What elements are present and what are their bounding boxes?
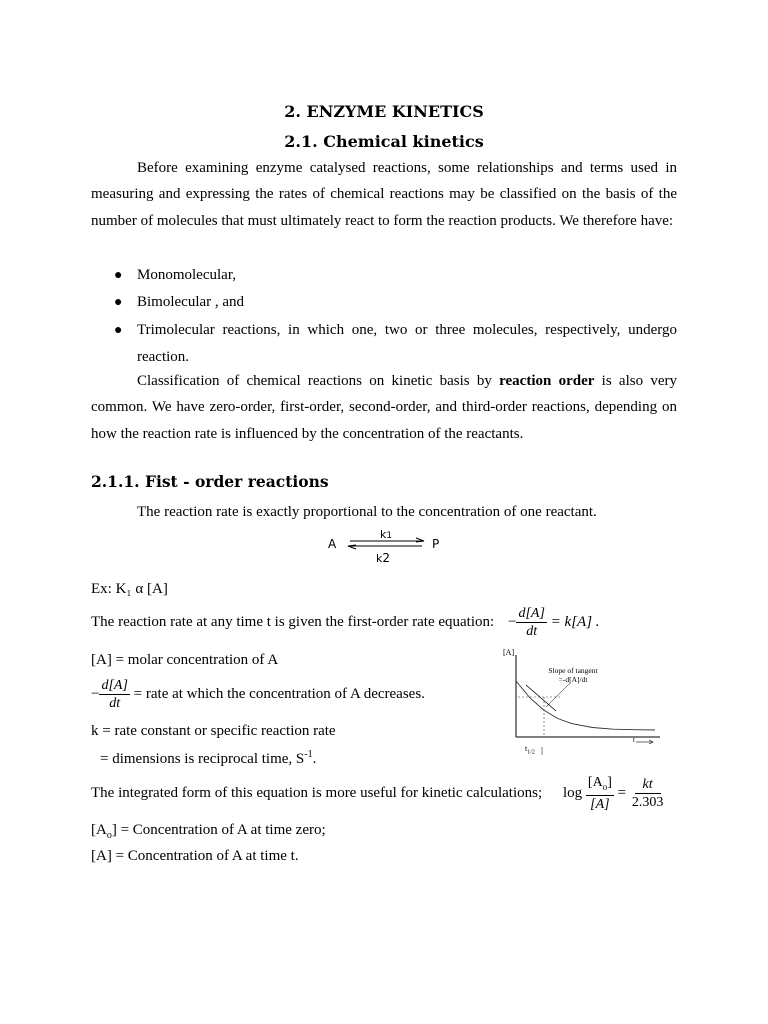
log-denominator: [A] xyxy=(590,797,610,813)
dimensions-text: = dimensions is reciprocal time, S xyxy=(100,751,305,767)
graph-x-label: t xyxy=(633,736,635,744)
rate-equation xyxy=(508,602,600,642)
fraction-denominator: dt xyxy=(526,624,538,640)
rate-description: = rate at which the concentration of A decreases. xyxy=(133,686,425,702)
intro-paragraph xyxy=(91,155,677,234)
classification-paragraph xyxy=(91,368,677,447)
a0-symbol: [A xyxy=(91,822,107,838)
kt-numerator: kt xyxy=(635,776,661,794)
chapter-title: 2. ENZYME KINETICS xyxy=(284,102,484,121)
k-forward-label: k1 xyxy=(380,528,393,541)
bullet-dot-icon: ● xyxy=(114,323,123,338)
half-life-sub: 1/2 xyxy=(527,749,535,756)
bullet-1-text: Monomolecular, xyxy=(137,267,236,283)
minus-sign: − xyxy=(508,614,517,630)
decay-curve xyxy=(516,681,655,730)
minus-sign: − xyxy=(91,686,100,702)
equals-sign: = xyxy=(617,785,627,801)
log-fraction xyxy=(586,774,614,814)
intro-text: Before examining enzyme catalysed reactions, some relationships and terms used in measuring and expressing the rates of chemical reactions may be classified on the basis of the number of molecules that must ultimately react to form the reaction products. We therefore have: xyxy=(91,160,677,229)
log-label: log xyxy=(563,785,583,801)
derivative-fraction xyxy=(99,677,129,712)
tangent-label-2: =-d[A]/dt xyxy=(558,675,588,684)
integrated-text: The integrated form of this equation is more useful for kinetic calculations; xyxy=(91,785,543,801)
derivative-fraction xyxy=(516,605,546,640)
rate-equation-text: The reaction rate at any time t is given the first-order rate equation: xyxy=(91,614,495,630)
concentration-decay-graph xyxy=(500,645,670,757)
fraction-numerator: d[A] xyxy=(518,606,545,622)
def-dimensions xyxy=(100,742,316,772)
tangent-pointer xyxy=(546,683,570,707)
subsection-intro: The reaction rate is exactly proportional to the concentration of one reactant. xyxy=(137,504,597,520)
dimensions-exponent: -1 xyxy=(304,749,313,760)
kt-fraction xyxy=(630,776,666,811)
half-life-t: t xyxy=(525,744,528,753)
fraction-numerator: d[A] xyxy=(101,678,128,694)
half-life-label xyxy=(525,744,535,756)
log-numerator xyxy=(586,774,614,797)
dimensions-end: . xyxy=(312,751,317,767)
reaction-order-term: reaction order xyxy=(499,373,595,389)
rate-rhs: = k[A] . xyxy=(550,614,600,630)
graph-y-label: [A] xyxy=(503,648,515,657)
def-concentration: [A] = molar concentration of A xyxy=(91,652,279,668)
bullet-dot-icon: ● xyxy=(114,295,123,310)
a0-close: ] xyxy=(607,774,612,790)
bullet-2 xyxy=(114,289,122,316)
a0-subscript: o xyxy=(106,830,112,841)
bullet-1 xyxy=(114,262,122,289)
bullet-2-text: Bimolecular , and xyxy=(137,294,245,310)
kt-denominator: 2.303 xyxy=(631,795,664,811)
integrated-equation xyxy=(563,772,665,814)
subsection-title: 2.1.1. Fist - order reactions xyxy=(91,472,329,491)
def-rate-constant: k = rate constant or specific reaction rate xyxy=(91,723,336,739)
bullet-3 xyxy=(114,317,122,344)
section-title: 2.1. Chemical kinetics xyxy=(284,132,484,151)
def-concentration-t: [A] = Concentration of A at time t. xyxy=(91,848,299,864)
bullet-dot-icon: ● xyxy=(114,268,123,283)
product-label: P xyxy=(432,537,440,551)
tangent-annotation xyxy=(537,666,609,684)
classification-after: is also very common. We have zero-order, first-order, second-order, and third-order reactions, depending on how the reaction rate is influenced by the concentration of the reactants. xyxy=(91,373,677,442)
a0-description: ] = Concentration of A at time zero; xyxy=(111,822,326,838)
classification-before: Classification of chemical reactions on kinetic basis by xyxy=(137,373,500,389)
def-rate xyxy=(91,675,425,713)
reactant-label: A xyxy=(328,537,337,551)
example-line: Ex: K₁ α [A] xyxy=(91,581,168,597)
bullet-3-text: Trimolecular reactions, in which one, two or three molecules, respectively, undergo reaction. xyxy=(137,322,677,365)
fraction-denominator: dt xyxy=(109,696,121,712)
a0-open: [A xyxy=(587,774,603,790)
equilibrium-arrows-icon xyxy=(344,536,428,552)
k-reverse-label: k2 xyxy=(376,551,391,565)
tangent-label-1: Slope of tangent xyxy=(548,666,598,675)
a0-sub: o xyxy=(602,781,608,792)
